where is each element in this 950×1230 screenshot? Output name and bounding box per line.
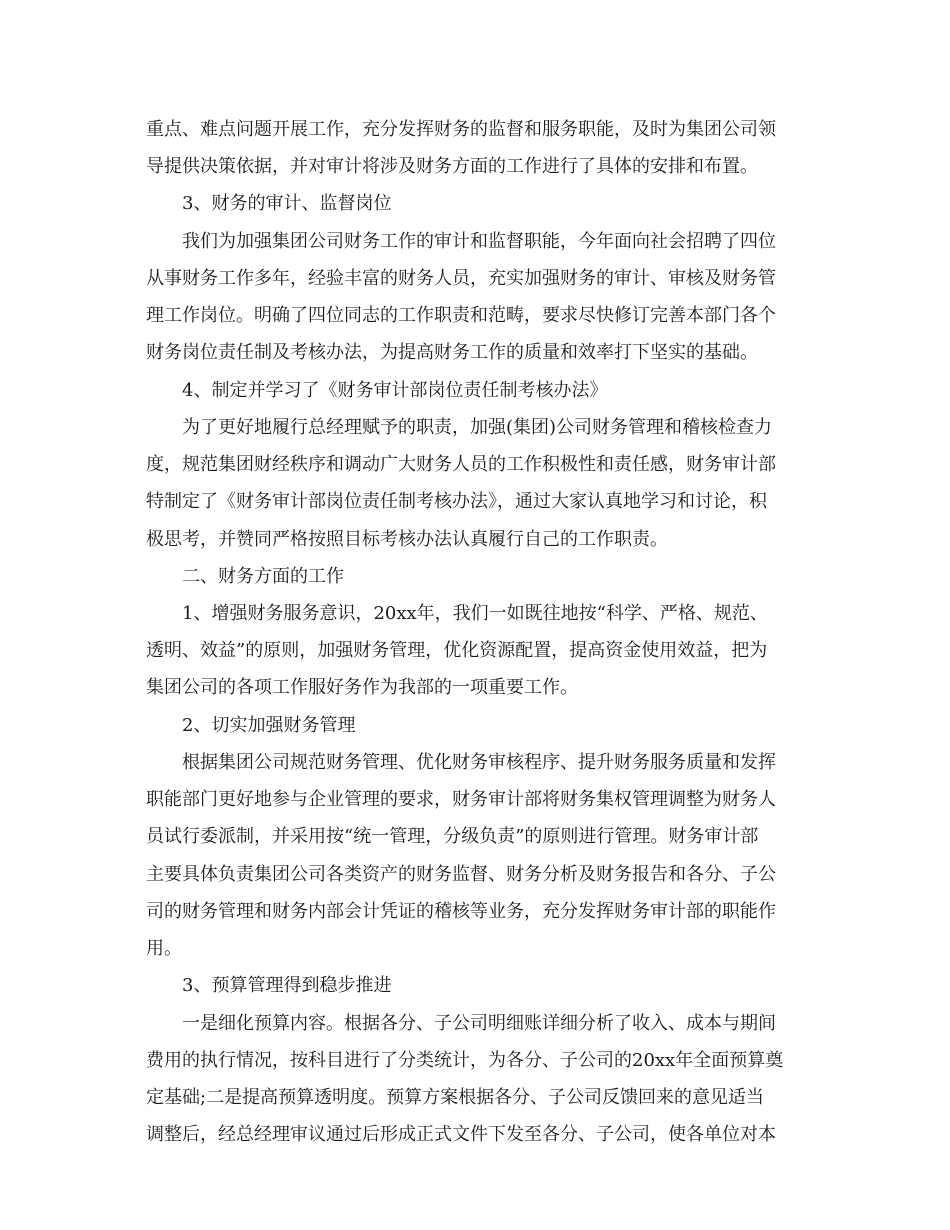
text-line-content: 司的财务管理和财务内部会计凭证的稽核等业务，充分发挥财务审计部的职能作 bbox=[146, 901, 776, 922]
text-line bbox=[0, 819, 950, 855]
text-line bbox=[0, 447, 950, 483]
text-line bbox=[0, 857, 950, 893]
section-heading bbox=[0, 373, 950, 409]
text-line-content: 特制定了《财务审计部岗位责任制考核办法》，通过大家认真地学习和讨论，积 bbox=[146, 491, 767, 512]
text-line bbox=[0, 224, 950, 260]
text-line-content: 导提供决策依据，并对审计将涉及财务方面的工作进行了具体的安排和布置。 bbox=[146, 156, 758, 177]
section-heading-text: 二、财务方面的工作 bbox=[182, 566, 344, 587]
text-line-content: 透明、效益”的原则，加强财务管理，优化资源配置，提高资金使用效益，把为 bbox=[146, 640, 768, 661]
text-line-content: 理工作岗位。明确了四位同志的工作职责和范畴，要求尽快修订完善本部门各个 bbox=[146, 305, 776, 326]
text-line bbox=[0, 298, 950, 334]
text-line-content: 定基础;二是提高预算透明度。预算方案根据各分、子公司反馈回来的意见适当 bbox=[146, 1087, 765, 1108]
section-heading-text: 3、预算管理得到稳步推进 bbox=[182, 975, 392, 996]
text-line bbox=[0, 745, 950, 781]
section-heading-text: 4、制定并学习了《财务审计部岗位责任制考核办法》 bbox=[182, 380, 608, 401]
text-line-content: 从事财务工作多年，经验丰富的财务人员，充实加强财务的审计、审核及财务管 bbox=[146, 268, 776, 289]
text-line-content: 集团公司的各项工作服好务作为我部的一项重要工作。 bbox=[146, 677, 578, 698]
section-heading-text: 3、财务的审计、监督岗位 bbox=[182, 193, 392, 214]
text-line-content: 我们为加强集团公司财务工作的审计和监督职能，今年面向社会招聘了四位 bbox=[182, 231, 776, 252]
text-line-content: 主要具体负责集团公司各类资产的财务监督、财务分析及财务报告和各分、子公 bbox=[146, 864, 776, 885]
text-line bbox=[0, 931, 950, 967]
text-line bbox=[0, 410, 950, 446]
text-line-content: 度，规范集团财经秩序和调动广大财务人员的工作积极性和责任感，财务审计部 bbox=[146, 454, 776, 475]
text-line-content: 一是细化预算内容。根据各分、子公司明细账详细分析了收入、成本与期间 bbox=[182, 1013, 776, 1034]
text-line-content: 1、增强财务服务意识，20xx年，我们一如既往地按“科学、严格、规范、 bbox=[182, 603, 768, 624]
text-line bbox=[0, 1006, 950, 1042]
text-line bbox=[0, 633, 950, 669]
text-line bbox=[0, 484, 950, 520]
text-line-content: 用。 bbox=[146, 938, 182, 959]
text-line-content: 员试行委派制，并采用按“统一管理，分级负责”的原则进行管理。财务审计部 bbox=[146, 826, 759, 847]
text-line bbox=[0, 261, 950, 297]
text-line-content: 调整后，经总经理审议通过后形成正式文件下发至各分、子公司，使各单位对本 bbox=[146, 1124, 776, 1145]
section-heading-text: 2、切实加强财务管理 bbox=[182, 715, 356, 736]
text-line bbox=[0, 112, 950, 148]
section-heading bbox=[0, 968, 950, 1004]
text-line-content: 财务岗位责任制及考核办法，为提高财务工作的质量和效率打下坚实的基础。 bbox=[146, 342, 758, 363]
text-line bbox=[0, 522, 950, 558]
text-line bbox=[0, 894, 950, 930]
section-heading bbox=[0, 559, 950, 595]
text-line bbox=[0, 335, 950, 371]
text-line-content: 根据集团公司规范财务管理、优化财务审核程序、提升财务服务质量和发挥 bbox=[182, 752, 776, 773]
text-line-content: 重点、难点问题开展工作，充分发挥财务的监督和服务职能，及时为集团公司领 bbox=[146, 119, 776, 140]
text-line bbox=[0, 1043, 950, 1079]
text-line bbox=[0, 782, 950, 818]
text-line bbox=[0, 1117, 950, 1153]
text-line bbox=[0, 670, 950, 706]
text-line bbox=[0, 149, 950, 185]
text-line-content: 费用的执行情况，按科目进行了分类统计，为各分、子公司的20xx年全面预算奠 bbox=[146, 1050, 784, 1071]
text-line-content: 职能部门更好地参与企业管理的要求，财务审计部将财务集权管理调整为财务人 bbox=[146, 789, 776, 810]
text-line-content: 为了更好地履行总经理赋予的职责，加强(集团)公司财务管理和稽核检查力 bbox=[182, 417, 773, 438]
section-heading bbox=[0, 186, 950, 222]
text-line bbox=[0, 1080, 950, 1116]
text-line-content: 极思考，并赞同严格按照目标考核办法认真履行自己的工作职责。 bbox=[146, 529, 668, 550]
text-line bbox=[0, 596, 950, 632]
section-heading bbox=[0, 708, 950, 744]
